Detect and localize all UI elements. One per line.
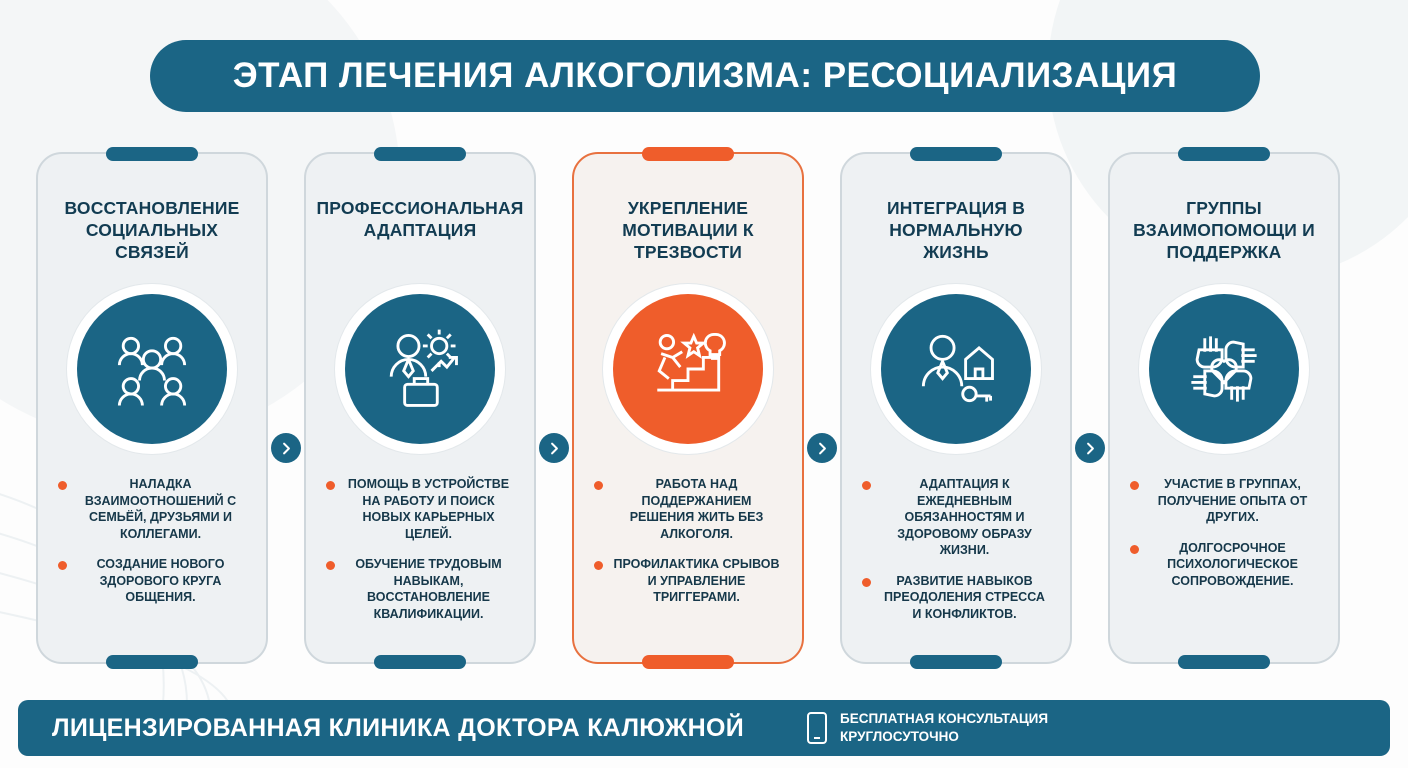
clinic-name: ЛИЦЕНЗИРОВАННАЯ КЛИНИКА ДОКТОРА КАЛЮЖНОЙ (52, 713, 745, 742)
card-tab-top (106, 147, 198, 161)
card-tab-bottom (1178, 655, 1270, 669)
bullet-item (1130, 476, 1318, 526)
steps-row (36, 152, 1372, 672)
step-bullets (858, 476, 1054, 622)
bullet-dot-icon (58, 561, 67, 570)
card-tab-top (642, 147, 734, 161)
card-tab-top (374, 147, 466, 161)
step-title: ИНТЕГРАЦИЯ В НОРМАЛЬНУЮ ЖИЗНЬ (886, 198, 1026, 262)
step-icon-wrapper (603, 284, 773, 454)
step-card-2[interactable] (304, 152, 536, 664)
step-arrow-3 (804, 152, 840, 664)
bullet-dot-icon (862, 578, 871, 587)
chevron-right-icon (271, 433, 301, 463)
page-title-text: ЭТАП ЛЕЧЕНИЯ АЛКОГОЛИЗМА: РЕСОЦИАЛИЗАЦИЯ (232, 56, 1178, 95)
bullet-item (326, 556, 514, 622)
step-card-4[interactable] (840, 152, 1072, 664)
person-house-key-icon (881, 294, 1031, 444)
chevron-right-icon (539, 433, 569, 463)
footer-consultation[interactable] (806, 710, 1048, 745)
bullet-item (58, 556, 246, 606)
mobile-phone-icon (806, 711, 828, 745)
step-icon-wrapper (1139, 284, 1309, 454)
chevron-right-icon (807, 433, 837, 463)
bullet-text: НАЛАДКА ВЗАИМООТНОШЕНИЙ С СЕМЬЁЙ, ДРУЗЬЯМИ И КОЛЛЕГАМИ. (84, 477, 237, 541)
bullet-text: ПОМОЩЬ В УСТРОЙСТВЕ НА РАБОТУ И ПОИСК НОВЫХ КАРЬЕРНЫХ ЦЕЛЕЙ. (347, 477, 510, 541)
bullet-text: СОЗДАНИЕ НОВОГО ЗДОРОВОГО КРУГА ОБЩЕНИЯ. (96, 557, 225, 604)
step-card-1[interactable] (36, 152, 268, 664)
card-tab-top (910, 147, 1002, 161)
step-icon-wrapper (871, 284, 1041, 454)
bullet-text: ДОЛГОСРОЧНОЕ ПСИХОЛОГИЧЕСКОЕ СОПРОВОЖДЕНИЕ. (1167, 540, 1298, 588)
bullet-dot-icon (1130, 545, 1139, 554)
chevron-right-icon (1075, 433, 1105, 463)
bullet-item (1130, 540, 1318, 590)
step-arrow-1 (268, 152, 304, 664)
hands-heart-support-icon (1149, 294, 1299, 444)
page-title (150, 40, 1260, 112)
card-tab-bottom (106, 655, 198, 669)
card-tab-top (1178, 147, 1270, 161)
step-arrow-2 (536, 152, 572, 664)
card-tab-bottom (910, 655, 1002, 669)
bullet-text: ОБУЧЕНИЕ ТРУДОВЫМ НАВЫКАМ, ВОССТАНОВЛЕНИЕ КВАЛИФИКАЦИИ. (355, 557, 502, 621)
card-tab-bottom (374, 655, 466, 669)
bullet-dot-icon (862, 481, 871, 490)
step-card-3[interactable] (572, 152, 804, 664)
step-title: ПРОФЕССИОНАЛЬНАЯ АДАПТАЦИЯ (316, 198, 524, 240)
bullet-text: РАЗВИТИЕ НАВЫКОВ ПРЕОДОЛЕНИЯ СТРЕССА И КОНФЛИКТОВ. (884, 573, 1045, 621)
bullet-dot-icon (326, 481, 335, 490)
bullet-item (594, 556, 782, 606)
step-card-5[interactable] (1108, 152, 1340, 664)
step-icon-wrapper (335, 284, 505, 454)
bullet-dot-icon (594, 561, 603, 570)
bullet-text: УЧАСТИЕ В ГРУППАХ, ПОЛУЧЕНИЕ ОПЫТА ОТ ДРУГИХ. (1157, 477, 1308, 524)
bullet-item (594, 476, 782, 542)
bullet-text: ПРОФИЛАКТИКА СРЫВОВ И УПРАВЛЕНИЕ ТРИГГЕРАМИ. (613, 557, 780, 604)
step-icon-wrapper (67, 284, 237, 454)
consultation-text (840, 710, 1048, 745)
bullet-dot-icon (326, 561, 335, 570)
step-bullets (590, 476, 786, 606)
consultation-line-2: КРУГЛОСУТОЧНО (840, 729, 959, 744)
bullet-dot-icon (1130, 481, 1139, 490)
step-title: ГРУППЫ ВЗАИМОПОМОЩИ И ПОДДЕРЖКА (1133, 198, 1315, 262)
bullet-item (862, 573, 1050, 623)
step-title: ВОССТАНОВЛЕНИЕ СОЦИАЛЬНЫХ СВЯЗЕЙ (64, 198, 240, 262)
step-bullets (54, 476, 250, 606)
step-title: УКРЕПЛЕНИЕ МОТИВАЦИИ К ТРЕЗВОСТИ (622, 198, 754, 262)
bullet-item (326, 476, 514, 542)
bullet-dot-icon (58, 481, 67, 490)
consultation-line-1: БЕСПЛАТНАЯ КОНСУЛЬТАЦИЯ (840, 711, 1049, 727)
group-people-icon (77, 294, 227, 444)
step-arrow-4 (1072, 152, 1108, 664)
bullet-item (862, 476, 1050, 559)
footer-bar (18, 700, 1390, 756)
step-bullets (1126, 476, 1322, 589)
bullet-item (58, 476, 246, 542)
bullet-text: АДАПТАЦИЯ К ЕЖЕДНЕВНЫМ ОБЯЗАННОСТЯМ И ЗДОРОВОМУ ОБРАЗУ ЖИЗНИ. (897, 477, 1032, 557)
card-tab-bottom (642, 655, 734, 669)
bullet-text: РАБОТА НАД ПОДДЕРЖАНИЕМ РЕШЕНИЯ ЖИТЬ БЕЗ АЛКОГОЛЯ. (629, 477, 764, 541)
bullet-dot-icon (594, 481, 603, 490)
step-bullets (322, 476, 518, 622)
businessman-briefcase-icon (345, 294, 495, 444)
person-climbing-stairs-icon (613, 294, 763, 444)
